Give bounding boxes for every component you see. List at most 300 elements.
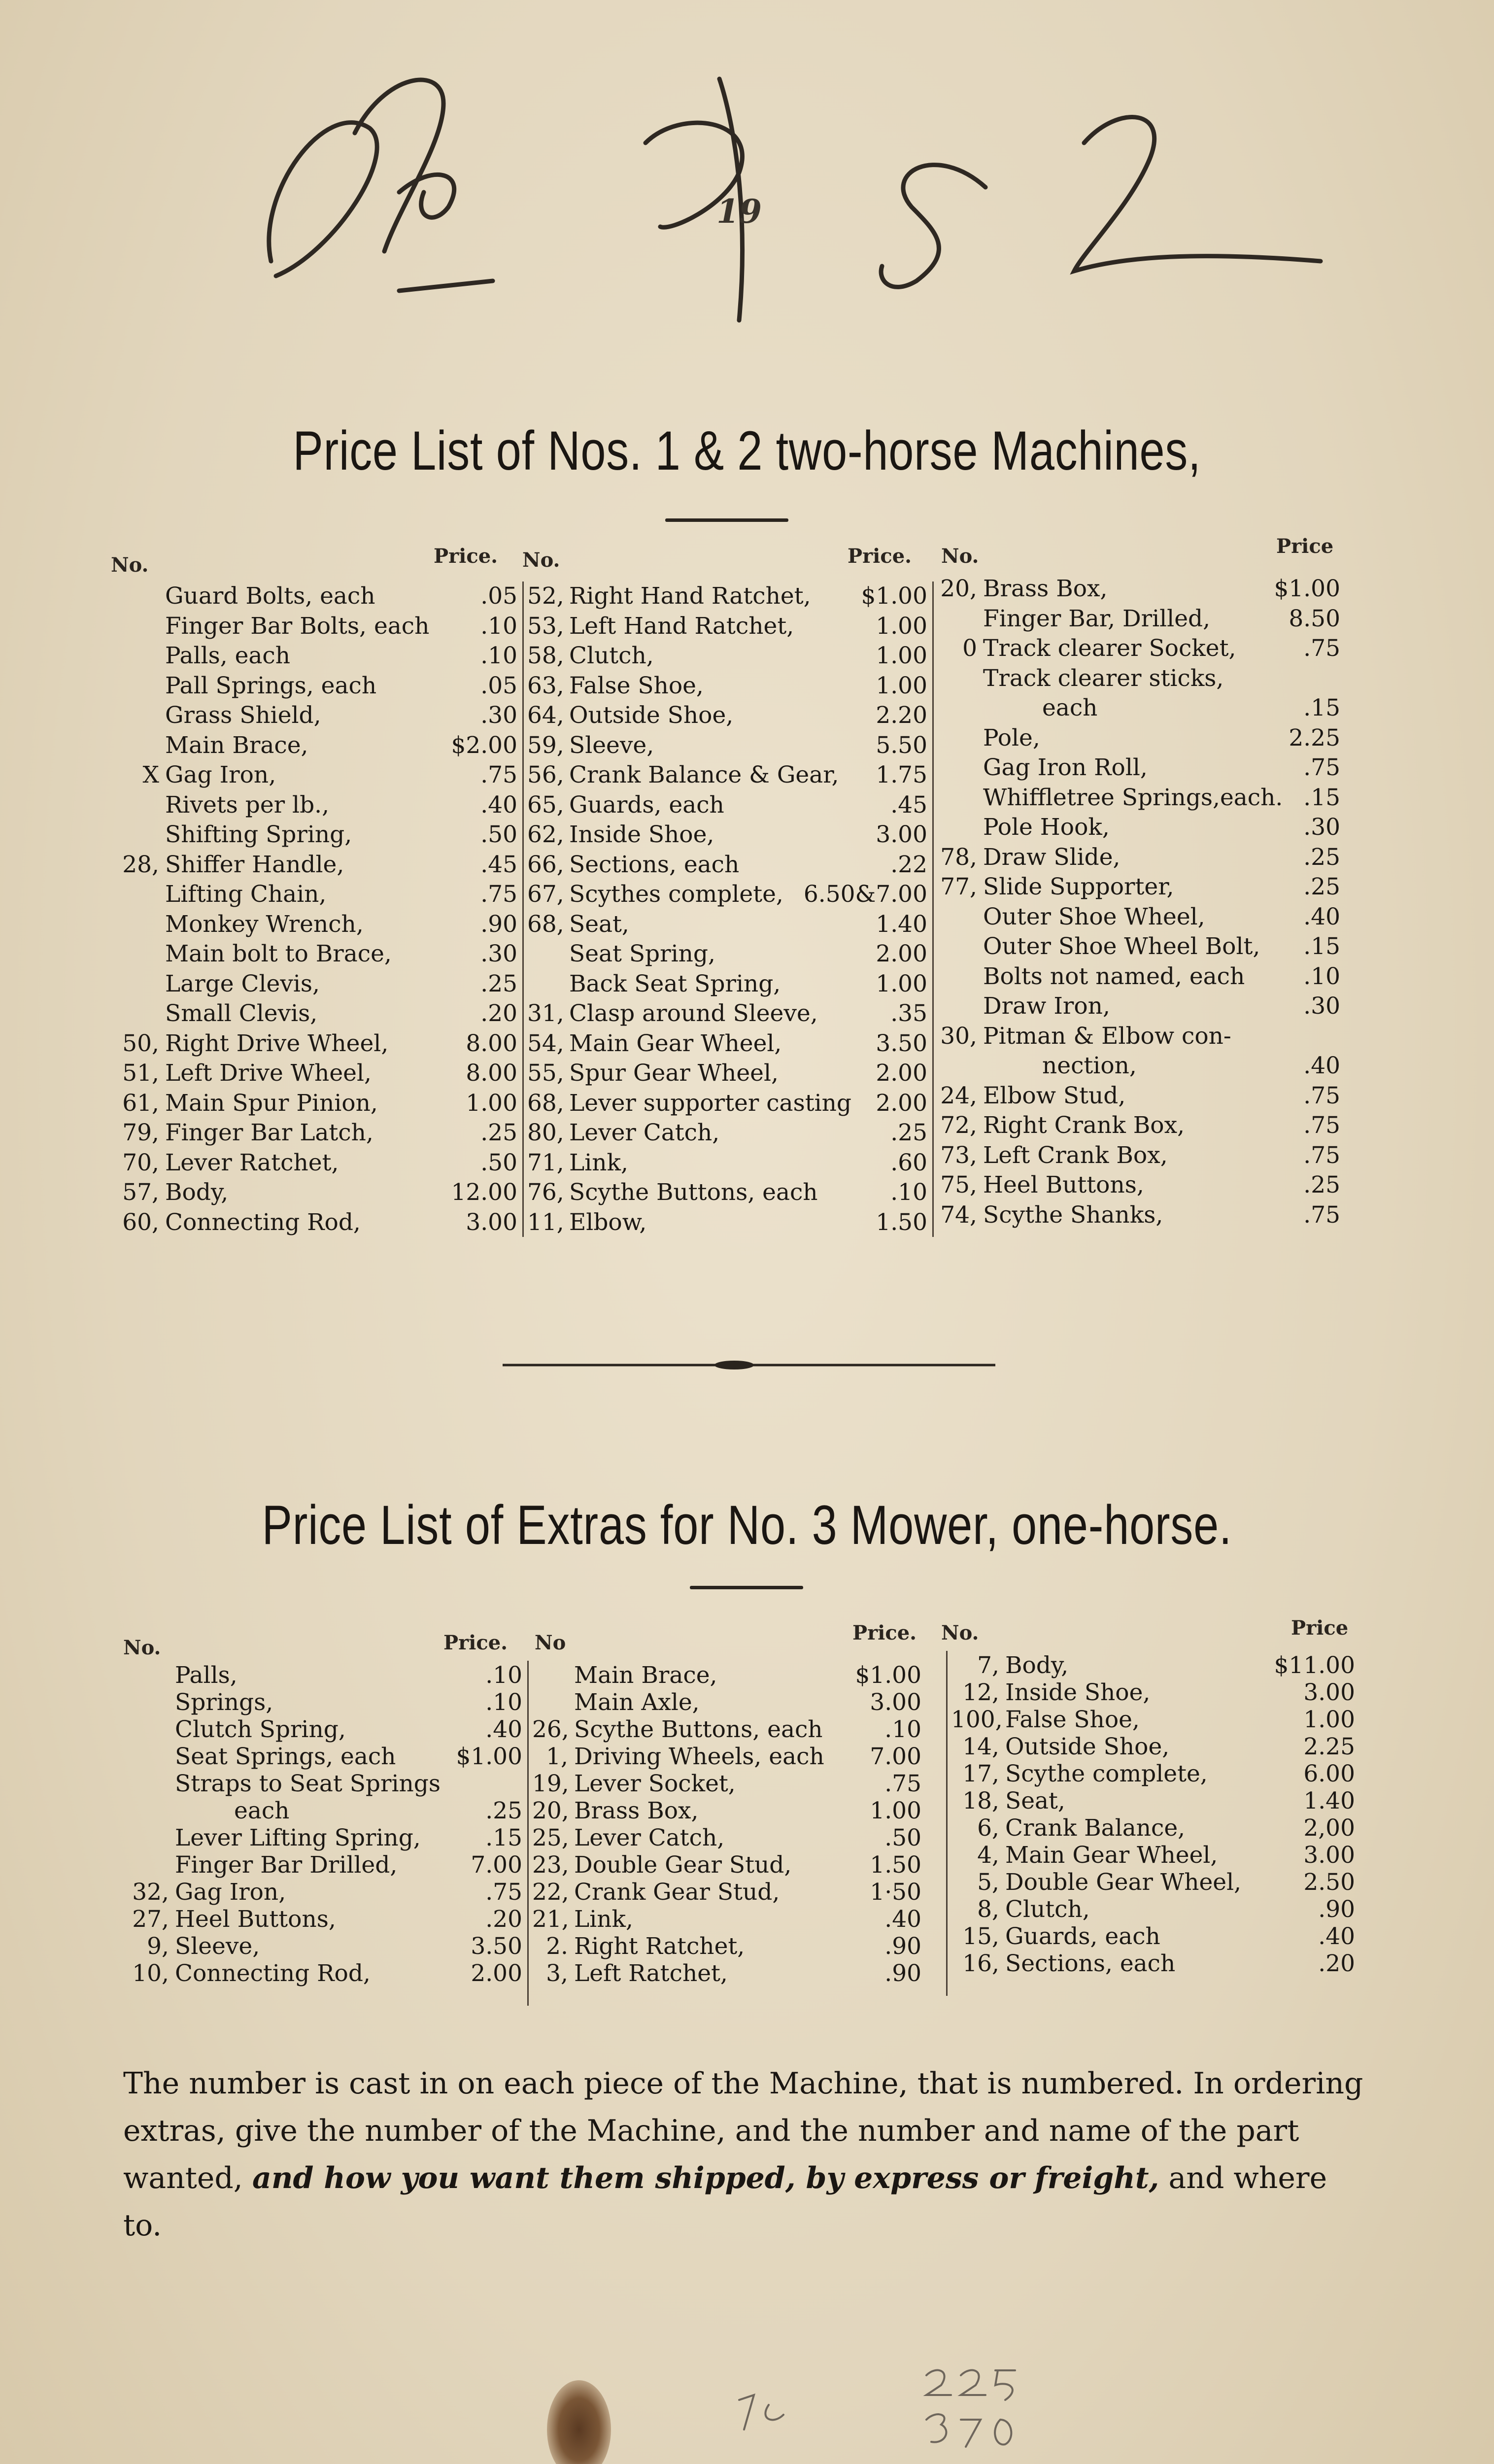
part-number: 78, xyxy=(940,843,977,871)
part-name: Crank Balance & Gear, xyxy=(569,761,839,788)
part-price: 1.40 xyxy=(1303,1787,1355,1814)
part-price: 3.50 xyxy=(876,1029,927,1057)
part-price: 2.25 xyxy=(1303,1733,1355,1760)
part-name: Clasp around Sleeve, xyxy=(569,1000,818,1027)
part-price: .75 xyxy=(1303,1201,1340,1229)
part-price: 1.75 xyxy=(876,761,927,788)
part-price: .22 xyxy=(890,851,927,878)
part-name: Link, xyxy=(569,1149,628,1176)
part-name: Scythe Buttons, each xyxy=(574,1716,823,1743)
part-name: Track clearer Socket, xyxy=(983,635,1236,662)
part-name: Lever supporter casting xyxy=(569,1089,851,1117)
part-name: Draw Slide, xyxy=(983,843,1120,871)
part-number: 100, xyxy=(951,1706,1003,1733)
part-price: 6.00 xyxy=(1303,1760,1355,1787)
part-name: Left Hand Ratchet, xyxy=(569,612,794,640)
part-name: Gag Iron Roll, xyxy=(983,754,1148,781)
column-header-price: Price. xyxy=(848,545,912,568)
column-header-price: Price. xyxy=(443,1631,508,1654)
part-price: 3.00 xyxy=(466,1208,517,1236)
part-name: Springs, xyxy=(175,1689,273,1716)
part-number: 51, xyxy=(122,1060,159,1087)
part-number: 27, xyxy=(132,1906,169,1933)
part-number: 16, xyxy=(962,1950,999,1977)
part-price: .30 xyxy=(480,940,517,967)
part-price: .75 xyxy=(1303,1082,1340,1109)
part-name: Slide Supporter, xyxy=(983,873,1174,900)
part-number: 2. xyxy=(546,1933,568,1960)
part-name: Connecting Rod, xyxy=(165,1208,361,1236)
part-name: Lever Lifting Spring, xyxy=(175,1824,421,1851)
column-header-price: Price xyxy=(1276,535,1334,558)
part-name: False Shoe, xyxy=(569,672,704,699)
part-number: 30, xyxy=(940,1022,977,1050)
part-number: 20, xyxy=(532,1797,569,1824)
part-price: .50 xyxy=(480,1149,517,1176)
part-number: 67, xyxy=(527,881,564,908)
part-name: Outer Shoe Wheel Bolt, xyxy=(983,933,1260,960)
part-name: Double Gear Stud, xyxy=(574,1851,792,1879)
one-horse-column-3 xyxy=(951,1651,1355,2006)
instructions-text: The number is cast in on each piece of the Machine, that is numbered. In ordering extras, give the number of the Machine, and the number and name of the part wanted, xyxy=(123,2066,1363,2195)
column-divider xyxy=(527,1661,529,2006)
part-price: .20 xyxy=(485,1906,522,1933)
part-price: $2.00 xyxy=(451,731,517,759)
part-price: .90 xyxy=(884,1933,921,1960)
part-number: 53, xyxy=(527,612,564,640)
pencil-notes xyxy=(729,2356,1074,2464)
part-number: 1, xyxy=(546,1743,568,1770)
one-horse-price-list-title: Price List of Extras for No. 3 Mower, one-horse. xyxy=(262,1494,1232,1556)
part-number: 79, xyxy=(122,1119,159,1146)
part-price: .30 xyxy=(1303,814,1340,841)
part-price: 1.00 xyxy=(876,672,927,699)
part-number: 75, xyxy=(940,1171,977,1198)
part-price: .50 xyxy=(480,821,517,848)
part-name: Brass Box, xyxy=(574,1797,699,1824)
part-price: .25 xyxy=(480,970,517,997)
part-price: .75 xyxy=(1303,1141,1340,1169)
part-price: 1.40 xyxy=(876,910,927,938)
part-name: Finger Bar Bolts, each xyxy=(165,612,430,640)
part-price: .30 xyxy=(480,702,517,729)
part-number: 52, xyxy=(527,582,564,610)
part-name: nection, xyxy=(1042,1052,1137,1079)
part-number: 19, xyxy=(532,1770,569,1797)
part-name: Pitman & Elbow con- xyxy=(983,1022,1231,1050)
part-name: Seat Spring, xyxy=(569,940,715,967)
part-price: .30 xyxy=(1303,992,1340,1020)
part-name: Pall Springs, each xyxy=(165,672,377,699)
part-number: 70, xyxy=(122,1149,159,1176)
part-number: 12, xyxy=(962,1679,999,1706)
part-name: Back Seat Spring, xyxy=(569,970,781,997)
part-name: Scythe Shanks, xyxy=(983,1201,1163,1229)
part-price: 1.00 xyxy=(870,1797,921,1824)
part-price: 2.00 xyxy=(876,1060,927,1087)
part-number: 0 xyxy=(962,635,977,662)
part-number: 63, xyxy=(527,672,564,699)
ink-stain xyxy=(547,2380,611,2464)
part-price: .20 xyxy=(1318,1950,1355,1977)
part-name: Draw Iron, xyxy=(983,992,1110,1020)
part-price: 7.00 xyxy=(471,1851,522,1879)
part-name: Double Gear Wheel, xyxy=(1005,1869,1242,1896)
part-name: Grass Shield, xyxy=(165,702,321,729)
part-number: 56, xyxy=(527,761,564,788)
column-header-no: No. xyxy=(522,548,560,572)
part-name: Palls, each xyxy=(165,642,291,669)
part-name: Outer Shoe Wheel, xyxy=(983,903,1205,930)
part-name: Left Drive Wheel, xyxy=(165,1060,372,1087)
handwritten-annotation xyxy=(237,44,1370,360)
part-name: Main Gear Wheel, xyxy=(569,1029,782,1057)
part-name: Brass Box, xyxy=(983,575,1108,602)
part-name: Small Clevis, xyxy=(165,1000,318,1027)
part-price: 1.00 xyxy=(876,642,927,669)
part-price: 3.50 xyxy=(471,1933,522,1960)
part-number: 57, xyxy=(122,1179,159,1206)
part-price: 3.00 xyxy=(1303,1679,1355,1706)
part-price: 3.00 xyxy=(1303,1842,1355,1869)
part-name: Finger Bar, Drilled, xyxy=(983,605,1211,632)
part-name: Pole, xyxy=(983,724,1040,752)
part-name: Seat, xyxy=(569,910,629,938)
part-name: Lever Ratchet, xyxy=(165,1149,339,1176)
part-name: Shifting Spring, xyxy=(165,821,352,848)
part-name: Pole Hook, xyxy=(983,814,1110,841)
section-divider-ornament xyxy=(503,1358,995,1372)
instructions-tail: and where to. xyxy=(123,2161,1327,2243)
part-price: 3.00 xyxy=(870,1689,921,1716)
part-number: 72, xyxy=(940,1112,977,1139)
part-name: Sleeve, xyxy=(569,731,654,759)
part-number: 54, xyxy=(527,1029,564,1057)
column-divider xyxy=(932,582,934,1237)
part-name: Body, xyxy=(165,1179,229,1206)
ordering-instructions xyxy=(123,2060,1365,2249)
part-number: 71, xyxy=(527,1149,564,1176)
part-number: 22, xyxy=(532,1879,569,1906)
part-name: Finger Bar Latch, xyxy=(165,1119,374,1146)
part-name: Crank Balance, xyxy=(1005,1814,1186,1842)
part-name: Scythe complete, xyxy=(1005,1760,1208,1787)
part-name: Lever Catch, xyxy=(569,1119,720,1146)
part-name: Left Crank Box, xyxy=(983,1141,1168,1169)
part-price: .35 xyxy=(890,1000,927,1027)
part-name: Right Ratchet, xyxy=(574,1933,745,1960)
part-price: .75 xyxy=(480,761,517,788)
part-name: Crank Gear Stud, xyxy=(574,1879,780,1906)
part-name: Whiffletree Springs,each. xyxy=(983,784,1283,811)
part-name: Main Spur Pinion, xyxy=(165,1089,378,1117)
part-number: 65, xyxy=(527,791,564,819)
part-name: Lifting Chain, xyxy=(165,881,327,908)
part-price: .10 xyxy=(890,1179,927,1206)
part-number: 21, xyxy=(532,1906,569,1933)
part-number: 68, xyxy=(527,1089,564,1117)
part-name: Monkey Wrench, xyxy=(165,910,364,938)
part-name: Seat Springs, each xyxy=(175,1743,396,1770)
part-price: .75 xyxy=(1303,754,1340,781)
part-price: 1.00 xyxy=(1303,1706,1355,1733)
part-number: 62, xyxy=(527,821,564,848)
part-name: Shiffer Handle, xyxy=(165,851,344,878)
part-price: .50 xyxy=(884,1824,921,1851)
part-name: Right Crank Box, xyxy=(983,1112,1185,1139)
part-number: 59, xyxy=(527,731,564,759)
two-horse-column-1 xyxy=(108,582,517,1242)
part-price: .60 xyxy=(890,1149,927,1176)
part-number: 77, xyxy=(940,873,977,900)
part-name: Scythes complete, xyxy=(569,881,783,908)
part-name: Link, xyxy=(574,1906,633,1933)
part-number: 6, xyxy=(977,1814,999,1842)
part-number: 17, xyxy=(962,1760,999,1787)
part-price: 5.50 xyxy=(876,731,927,759)
part-price: .40 xyxy=(1318,1923,1355,1950)
part-price: 2.00 xyxy=(471,1960,522,1987)
column-header-no: No. xyxy=(941,545,979,568)
part-price: .15 xyxy=(1303,694,1340,721)
part-name: Sections, each xyxy=(1005,1950,1176,1977)
part-name: Driving Wheels, each xyxy=(574,1743,824,1770)
part-number: 74, xyxy=(940,1201,977,1229)
part-number: 24, xyxy=(940,1082,977,1109)
part-name: Elbow, xyxy=(569,1208,647,1236)
part-price: .90 xyxy=(884,1960,921,1987)
part-name: Lever Socket, xyxy=(574,1770,736,1797)
part-price: .25 xyxy=(480,1119,517,1146)
part-price: .05 xyxy=(480,672,517,699)
part-price: 2.50 xyxy=(1303,1869,1355,1896)
part-price: $1.00 xyxy=(855,1662,921,1689)
part-price: 2.25 xyxy=(1289,724,1340,752)
part-name: Main bolt to Brace, xyxy=(165,940,392,967)
part-price: .45 xyxy=(890,791,927,819)
part-number: 26, xyxy=(532,1716,569,1743)
column-header-no: No. xyxy=(111,553,149,577)
part-name: Clutch, xyxy=(1005,1896,1090,1923)
part-price: .10 xyxy=(884,1716,921,1743)
part-price: $11.00 xyxy=(1274,1652,1355,1679)
part-name: Clutch Spring, xyxy=(175,1716,346,1743)
two-horse-column-2 xyxy=(527,582,927,1242)
part-price: .25 xyxy=(890,1119,927,1146)
part-price: 2.20 xyxy=(876,702,927,729)
part-price: .40 xyxy=(1303,903,1340,930)
part-number: 73, xyxy=(940,1141,977,1169)
part-name: Gag Iron, xyxy=(165,761,276,788)
part-number: 55, xyxy=(527,1060,564,1087)
part-price: .75 xyxy=(485,1879,522,1906)
two-horse-price-table xyxy=(108,535,1370,1249)
part-name: Guard Bolts, each xyxy=(165,582,375,610)
part-name: Outside Shoe, xyxy=(1005,1733,1170,1760)
part-price: .15 xyxy=(1303,933,1340,960)
part-price: .25 xyxy=(1303,1171,1340,1198)
part-number: 64, xyxy=(527,702,564,729)
part-price: .25 xyxy=(1303,843,1340,871)
part-price: 7.00 xyxy=(870,1743,921,1770)
part-name: Rivets per lb., xyxy=(165,791,330,819)
part-number: 3, xyxy=(546,1960,568,1987)
part-price: .45 xyxy=(480,851,517,878)
part-name: Body, xyxy=(1005,1652,1069,1679)
part-name: Elbow Stud, xyxy=(983,1082,1126,1109)
column-header-no: No xyxy=(535,1631,566,1654)
part-name: Lever Catch, xyxy=(574,1824,725,1851)
part-name: Palls, xyxy=(175,1662,238,1689)
part-name: Main Brace, xyxy=(574,1662,717,1689)
part-price: .20 xyxy=(480,1000,517,1027)
part-number: 80, xyxy=(527,1119,564,1146)
part-number: 60, xyxy=(122,1208,159,1236)
page-number: 19 xyxy=(716,192,762,231)
part-name: Connecting Rod, xyxy=(175,1960,371,1987)
column-header-price: Price xyxy=(1291,1616,1349,1640)
part-price: .25 xyxy=(485,1797,522,1824)
part-name: Sleeve, xyxy=(175,1933,260,1960)
one-horse-column-2 xyxy=(532,1661,921,2016)
column-header-price: Price. xyxy=(434,545,498,568)
column-header-no: No. xyxy=(941,1621,979,1644)
part-number: 68, xyxy=(527,910,564,938)
part-price: .90 xyxy=(480,910,517,938)
title-rule xyxy=(690,1586,803,1589)
part-name: Bolts not named, each xyxy=(983,962,1245,990)
part-price: .15 xyxy=(485,1824,522,1851)
part-number: 15, xyxy=(962,1923,999,1950)
part-price: .40 xyxy=(480,791,517,819)
part-price: $1.00 xyxy=(1274,575,1340,602)
part-number: 7, xyxy=(977,1652,999,1679)
part-number: 14, xyxy=(962,1733,999,1760)
part-name: Sections, each xyxy=(569,851,740,878)
part-number: 28, xyxy=(122,851,159,878)
part-price: .75 xyxy=(1303,1112,1340,1139)
part-name: each xyxy=(1042,694,1098,721)
part-number: X xyxy=(142,761,159,788)
part-name: Finger Bar Drilled, xyxy=(175,1851,398,1879)
part-price: .75 xyxy=(1303,635,1340,662)
part-price: 1.50 xyxy=(876,1208,927,1236)
part-price: .75 xyxy=(480,881,517,908)
part-price: .05 xyxy=(480,582,517,610)
part-price: 8.50 xyxy=(1289,605,1340,632)
part-price: 1.00 xyxy=(876,612,927,640)
instructions-italic: and how you want them shipped, by express or freight, xyxy=(252,2161,1159,2195)
part-number: 5, xyxy=(977,1869,999,1896)
column-divider xyxy=(522,582,524,1237)
two-horse-price-list-title: Price List of Nos. 1 & 2 two-horse Machines, xyxy=(293,420,1201,481)
part-number: 23, xyxy=(532,1851,569,1879)
part-price: 8.00 xyxy=(466,1029,517,1057)
part-name: Left Ratchet, xyxy=(574,1960,728,1987)
part-name: Large Clevis, xyxy=(165,970,320,997)
part-number: 25, xyxy=(532,1824,569,1851)
part-price: 2.00 xyxy=(876,1089,927,1117)
part-number: 10, xyxy=(132,1960,169,1987)
part-number: 31, xyxy=(527,1000,564,1027)
part-price: 1·50 xyxy=(870,1879,921,1906)
title-rule xyxy=(665,518,788,522)
part-price: 12.00 xyxy=(451,1179,517,1206)
column-divider xyxy=(946,1651,948,1996)
part-price: 1.50 xyxy=(870,1851,921,1879)
part-name: Heel Buttons, xyxy=(983,1171,1144,1198)
part-name: Main Gear Wheel, xyxy=(1005,1842,1218,1869)
part-name: Main Brace, xyxy=(165,731,308,759)
part-number: 11, xyxy=(527,1208,564,1236)
part-number: 76, xyxy=(527,1179,564,1206)
part-price: $1.00 xyxy=(861,582,927,610)
part-name: Heel Buttons, xyxy=(175,1906,336,1933)
part-name: Guards, each xyxy=(1005,1923,1160,1950)
part-price: 2,00 xyxy=(1303,1814,1355,1842)
part-name: Right Hand Ratchet, xyxy=(569,582,811,610)
part-price: 6.50&7.00 xyxy=(803,881,927,908)
part-number: 66, xyxy=(527,851,564,878)
one-horse-price-table xyxy=(123,1607,1360,2020)
part-price: .15 xyxy=(1303,784,1340,811)
part-name: Right Drive Wheel, xyxy=(165,1029,389,1057)
column-header-price: Price. xyxy=(852,1621,917,1644)
part-number: 20, xyxy=(940,575,977,602)
column-header-no: No. xyxy=(123,1636,161,1659)
part-name: False Shoe, xyxy=(1005,1706,1140,1733)
part-price: .40 xyxy=(1303,1052,1340,1079)
part-price: $1.00 xyxy=(456,1743,522,1770)
part-name: Seat, xyxy=(1005,1787,1065,1814)
part-name: Guards, each xyxy=(569,791,724,819)
part-price: .40 xyxy=(485,1716,522,1743)
part-name: Track clearer sticks, xyxy=(983,664,1224,692)
part-name: Spur Gear Wheel, xyxy=(569,1060,779,1087)
part-number: 32, xyxy=(132,1879,169,1906)
part-price: .40 xyxy=(884,1906,921,1933)
part-price: .10 xyxy=(480,612,517,640)
part-name: Gag Iron, xyxy=(175,1879,286,1906)
part-price: .90 xyxy=(1318,1896,1355,1923)
part-name: Clutch, xyxy=(569,642,654,669)
part-number: 58, xyxy=(527,642,564,669)
part-number: 50, xyxy=(122,1029,159,1057)
part-name: Scythe Buttons, each xyxy=(569,1179,818,1206)
part-number: 4, xyxy=(977,1842,999,1869)
part-number: 8, xyxy=(977,1896,999,1923)
part-price: .25 xyxy=(1303,873,1340,900)
part-price: 2.00 xyxy=(876,940,927,967)
part-price: .10 xyxy=(1303,962,1340,990)
part-price: .75 xyxy=(884,1770,921,1797)
part-name: Inside Shoe, xyxy=(1005,1679,1151,1706)
part-number: 9, xyxy=(147,1933,169,1960)
part-name: each xyxy=(234,1797,290,1824)
part-number: 18, xyxy=(962,1787,999,1814)
part-name: Straps to Seat Springs xyxy=(175,1770,441,1797)
one-horse-column-1 xyxy=(123,1661,522,2016)
part-name: Inside Shoe, xyxy=(569,821,714,848)
part-number: 61, xyxy=(122,1089,159,1117)
part-price: .10 xyxy=(485,1662,522,1689)
part-name: Outside Shoe, xyxy=(569,702,734,729)
part-price: 1.00 xyxy=(876,970,927,997)
part-price: 3.00 xyxy=(876,821,927,848)
part-price: 1.00 xyxy=(466,1089,517,1117)
part-price: .10 xyxy=(480,642,517,669)
two-horse-column-3 xyxy=(936,574,1340,1234)
